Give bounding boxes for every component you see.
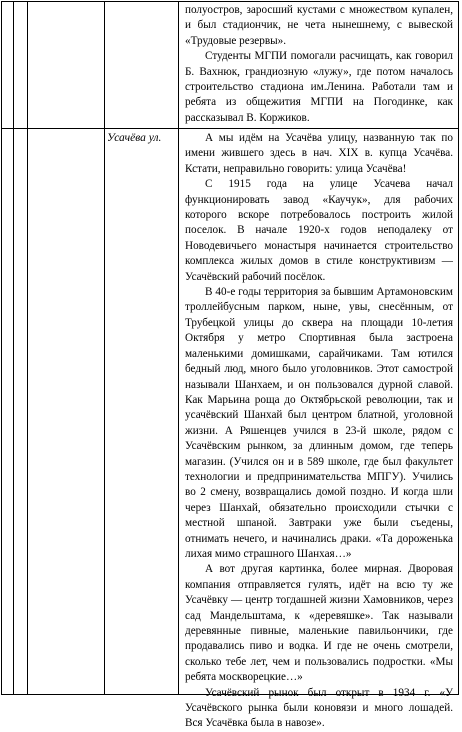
street-name-cell: Усачёва ул. [107, 132, 162, 144]
paragraph: Усачёвский рынок был открыт в 1934 г. «У Усачёвского рынка были коновязи и много лошадей. Вся Усачёвка была в навозе». [185, 686, 453, 730]
column-divider [178, 2, 179, 128]
paragraph: Студенты МГПИ помогали расчищать, как говорил Б. Вахнюк, грандиозную «лужу», где потом началось строительство стадиона им.Ленина. Работали там и ребята из общежития МГПИ на Погодинке, как рассказывал В. Коржиков. [185, 50, 453, 124]
column-divider [13, 2, 14, 128]
text-cell [185, 131, 453, 732]
document-table [1, 1, 459, 730]
paragraph: А мы идём на Усачёва улицу, названную так по имени жившего здесь в нач. XIX в. купца Усачёва. Кстати, неправильно говорить: улица Усачёва! [185, 132, 453, 175]
paragraph: С 1915 года на улице Усачева начал функционировать завод «Каучук», для рабочих которого вскоре потребовалось построить жилой поселок. В начале 1920-х годов неподалеку от Новодевичьего монастыря начинается строительство комплекса жилых домов в стиле конструктивизм — Усачёвский рабочий посёлок. [185, 178, 453, 283]
paragraph: А вот другая картинка, более мирная. Дворовая компания отправляется гулять, идёт на всю ту же Усачёвку — центр тогдашней жизни Хамовников, через сад Мандельштама, к «деревяшке». Так называли деревянные пивные, маленькие павильончики, где продавались пиво и водка. И где не очень смотрели, сколько тебе лет, чем и пользовались подростки. «Мы ребята москворецкие…» [185, 563, 453, 684]
paragraph: полуостров, заросший кустами с множеством купален, и был стадиончик, не чета нынешнему, с вывеской «Трудовые резервы». [185, 4, 453, 47]
column-divider [27, 129, 28, 694]
column-divider [178, 129, 179, 694]
text-cell [185, 3, 453, 126]
column-divider [104, 2, 105, 128]
column-divider [104, 129, 105, 694]
table-row [2, 2, 458, 129]
paragraph: В 40-е годы территория за бывшим Артамоновским троллейбусным парком, ныне, увы, снесённым, от Трубецкой улицы до сквера на площади 10-летия Октября у метро Спортивная была застроена маленькими домишками, сарайчиками. Там ютился бедный люд, много было уголовников. Этот самострой называли Шанхаем, и он пользовался дурной славой. Как Марьина роща до Октябрьской революции, так и усачёвский Шанхай был центром блатной, уголовной жизни. А Ряшенцев учился в 23-й школе, рядом с Усачёвским рынком, за длинным домом, где теперь магазин. (Учился он и в 589 школе, где был факультет технологии и предпринимательства МПГУ). Учились во 2 смену, возвращались домой поздно. И когда шли через Шанхай, обязательно происходили стычки с местной шпаной. Завтраки уже были съедены, отнимать нечего, и начинались драки. «Та дороженька лихая мимо страшного Шанхая…» [185, 286, 453, 560]
column-divider [13, 129, 14, 694]
table-row [2, 129, 458, 730]
column-divider [27, 2, 28, 128]
